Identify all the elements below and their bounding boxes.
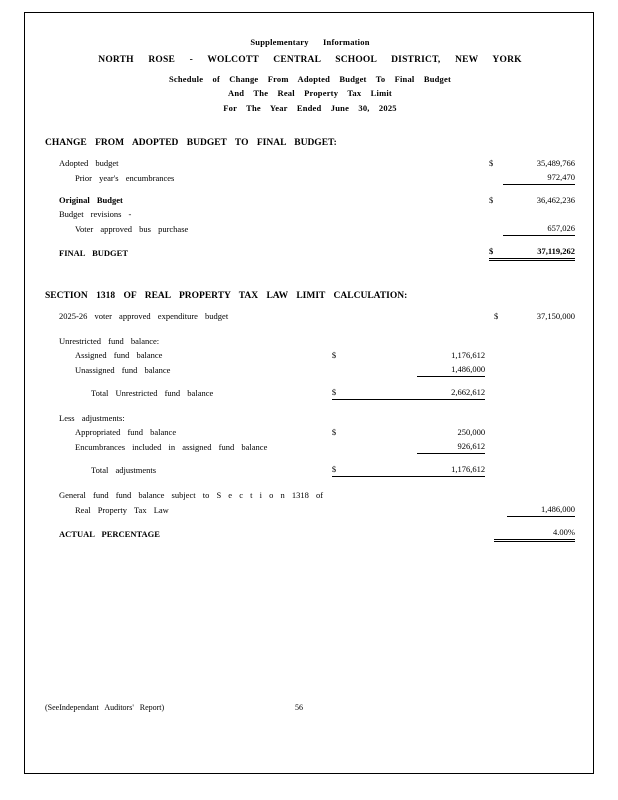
row-label: Total Unrestricted fund balance xyxy=(91,387,214,398)
row-spacer xyxy=(301,156,311,170)
row-label: Budget revisions - xyxy=(59,209,132,220)
row-value-a: 1,486,000 xyxy=(417,362,485,377)
row-value-a xyxy=(417,525,485,541)
row-spacer xyxy=(485,525,494,541)
row-label: Adopted budget xyxy=(59,158,119,169)
row-spacer xyxy=(485,362,494,377)
row-currency-b xyxy=(494,362,507,377)
row-value-b: 4.00% xyxy=(507,525,575,541)
row-spacer xyxy=(323,348,332,362)
document-content xyxy=(45,36,575,542)
row-spacer xyxy=(323,488,332,502)
table-row xyxy=(45,488,575,502)
row-currency-a xyxy=(311,244,407,260)
row-currency-b xyxy=(489,207,503,221)
row-spacer xyxy=(479,244,489,260)
row-spacer xyxy=(323,525,332,541)
row-spacer xyxy=(301,221,311,236)
row-currency-b xyxy=(494,425,507,439)
row-currency-b xyxy=(494,334,507,348)
table-spacer-row xyxy=(45,185,575,194)
row-value-b xyxy=(507,385,575,400)
row-value-b: 657,026 xyxy=(503,221,575,236)
row-value-a: 2,662,612 xyxy=(417,385,485,400)
row-value-a xyxy=(417,334,485,348)
row-value-b xyxy=(507,462,575,477)
row-currency-a xyxy=(332,488,418,502)
row-spacer xyxy=(323,334,332,348)
row-currency-a xyxy=(311,156,407,170)
row-currency-a xyxy=(332,525,418,541)
row-spacer xyxy=(485,348,494,362)
table-row xyxy=(45,244,575,260)
row-label: Appropriated fund balance xyxy=(75,427,177,438)
row-spacer xyxy=(323,385,332,400)
table-row xyxy=(45,439,575,454)
row-spacer xyxy=(479,156,489,170)
row-spacer xyxy=(301,244,311,260)
row-spacer xyxy=(485,411,494,425)
row-value-b xyxy=(507,348,575,362)
row-currency-a xyxy=(332,439,418,454)
table-row xyxy=(45,411,575,425)
table-row xyxy=(45,170,575,185)
row-value-b: 972,470 xyxy=(503,170,575,185)
table-row xyxy=(45,362,575,377)
row-value-a xyxy=(417,411,485,425)
row-currency-b xyxy=(489,221,503,236)
row-spacer xyxy=(485,488,494,502)
row-currency-a: $ xyxy=(331,350,337,361)
row-spacer xyxy=(301,193,311,207)
row-value-a: 1,176,612 xyxy=(451,350,486,361)
row-spacer xyxy=(479,193,489,207)
heading-line-period: For The Year Ended June 30, 2025 xyxy=(223,102,397,113)
row-spacer xyxy=(323,309,332,323)
table-spacer-row xyxy=(45,377,575,386)
table-change-from-adopted-budget xyxy=(45,156,575,261)
row-label: General fund fund balance subject to S e c t i o n 1318 of xyxy=(59,490,324,501)
row-label: ACTUAL PERCENTAGE xyxy=(59,528,160,539)
row-spacer xyxy=(301,170,311,185)
row-value-a xyxy=(407,244,479,260)
row-value-b xyxy=(507,425,575,439)
heading-line-supplementary-information: Supplementary Information xyxy=(250,37,370,47)
row-currency-a: $ xyxy=(332,462,418,477)
row-value-a xyxy=(417,309,485,323)
section-title-section-1318-calculation: SECTION 1318 OF REAL PROPERTY TAX LAW LIMIT CALCULATION: xyxy=(45,291,408,302)
table-spacer-row xyxy=(45,517,575,526)
table-row xyxy=(45,385,575,400)
row-value-b: 36,462,236 xyxy=(536,195,575,206)
row-spacer xyxy=(485,309,494,323)
row-spacer xyxy=(479,207,489,221)
row-value-b xyxy=(507,362,575,377)
row-label: Unrestricted fund balance: xyxy=(59,336,160,347)
row-spacer xyxy=(485,425,494,439)
table-spacer-row xyxy=(45,323,575,334)
row-value-a xyxy=(407,170,479,185)
row-spacer xyxy=(323,502,332,517)
row-label: Assigned fund balance xyxy=(75,350,163,361)
table-row xyxy=(45,309,575,323)
row-spacer xyxy=(323,439,332,454)
row-currency-a xyxy=(332,334,418,348)
table-row xyxy=(45,462,575,477)
row-spacer xyxy=(479,170,489,185)
row-label: Encumbrances included in assigned fund balance xyxy=(75,441,268,452)
row-value-b xyxy=(507,488,575,502)
footer-auditors-report-note: (SeeIndependant Auditors' Report) xyxy=(45,703,165,712)
row-value-a xyxy=(417,488,485,502)
table-spacer-row xyxy=(45,454,575,463)
row-currency-a: $ xyxy=(332,385,418,400)
row-currency-a: $ xyxy=(331,427,337,438)
row-value-b: 1,486,000 xyxy=(507,502,575,517)
row-currency-b xyxy=(494,439,507,454)
row-value-b xyxy=(507,411,575,425)
table-row xyxy=(45,525,575,541)
row-currency-a xyxy=(332,411,418,425)
row-spacer xyxy=(485,462,494,477)
heading-line-district-name: NORTH ROSE - WOLCOTT CENTRAL SCHOOL DISTRICT, NEW YORK xyxy=(98,55,522,66)
row-spacer xyxy=(485,502,494,517)
table-section-1318-calculation xyxy=(45,309,575,542)
row-currency-b xyxy=(494,502,507,517)
row-label: Real Property Tax Law xyxy=(75,504,169,515)
row-currency-b xyxy=(494,462,507,477)
row-label: Voter approved bus purchase xyxy=(75,223,189,234)
table-spacer-row xyxy=(45,477,575,489)
footer-page-number: 56 xyxy=(295,703,303,712)
row-value-b: 37,119,262 xyxy=(503,244,575,260)
table-row xyxy=(45,221,575,236)
table-row xyxy=(45,193,575,207)
row-currency-b xyxy=(494,488,507,502)
row-currency-a xyxy=(311,193,407,207)
table-row xyxy=(45,425,575,439)
heading-line-schedule: Schedule of Change From Adopted Budget To Final Budget xyxy=(168,74,451,85)
row-value-b: 37,150,000 xyxy=(536,311,575,322)
row-value-a: 1,176,612 xyxy=(417,462,485,477)
row-currency-b xyxy=(494,411,507,425)
row-currency-b: $ xyxy=(489,244,503,260)
row-label: Prior year's encumbrances xyxy=(75,172,175,183)
document-heading xyxy=(45,36,575,114)
row-currency-a xyxy=(311,170,407,185)
table-row xyxy=(45,348,575,362)
table-row xyxy=(45,207,575,221)
row-spacer xyxy=(485,439,494,454)
table-row xyxy=(45,156,575,170)
heading-line-tax-limit: And The Real Property Tax Limit xyxy=(228,88,392,99)
row-spacer xyxy=(323,425,332,439)
row-spacer xyxy=(323,362,332,377)
row-currency-b xyxy=(494,348,507,362)
row-label: 2025-26 voter approved expenditure budget xyxy=(59,311,229,322)
row-currency-b: $ xyxy=(493,311,499,322)
row-value-a: 926,612 xyxy=(417,439,485,454)
section-title-change-from-adopted-budget: CHANGE FROM ADOPTED BUDGET TO FINAL BUDGET: xyxy=(45,138,337,149)
row-value-b xyxy=(507,439,575,454)
row-value-b: 35,489,766 xyxy=(536,158,575,169)
table-row xyxy=(45,334,575,348)
table-row xyxy=(45,502,575,517)
row-currency-b: $ xyxy=(489,195,494,206)
row-spacer xyxy=(323,411,332,425)
row-currency-b xyxy=(494,525,507,541)
row-value-a xyxy=(417,502,485,517)
row-currency-a xyxy=(311,221,407,236)
row-currency-b: $ xyxy=(489,158,494,169)
row-currency-a xyxy=(332,502,418,517)
row-label: Less adjustments: xyxy=(59,413,125,424)
row-value-a xyxy=(407,207,479,221)
row-value-b xyxy=(507,334,575,348)
row-spacer xyxy=(323,462,332,477)
row-label: Total adjustments xyxy=(91,464,157,475)
row-value-a xyxy=(407,221,479,236)
row-spacer xyxy=(479,221,489,236)
row-currency-a xyxy=(311,207,407,221)
row-currency-a xyxy=(332,362,418,377)
row-label: Original Budget xyxy=(59,195,123,206)
row-currency-b xyxy=(489,170,503,185)
row-spacer xyxy=(485,334,494,348)
row-value-a xyxy=(407,156,479,170)
row-spacer xyxy=(485,385,494,400)
row-currency-a xyxy=(332,309,418,323)
table-spacer-row xyxy=(45,236,575,245)
row-value-a xyxy=(407,193,479,207)
row-label: FINAL BUDGET xyxy=(59,247,128,258)
row-value-a: 250,000 xyxy=(457,427,486,438)
row-spacer xyxy=(301,207,311,221)
row-value-b xyxy=(503,207,575,221)
row-currency-b xyxy=(494,385,507,400)
row-label: Unassigned fund balance xyxy=(75,364,171,375)
table-spacer-row xyxy=(45,400,575,412)
